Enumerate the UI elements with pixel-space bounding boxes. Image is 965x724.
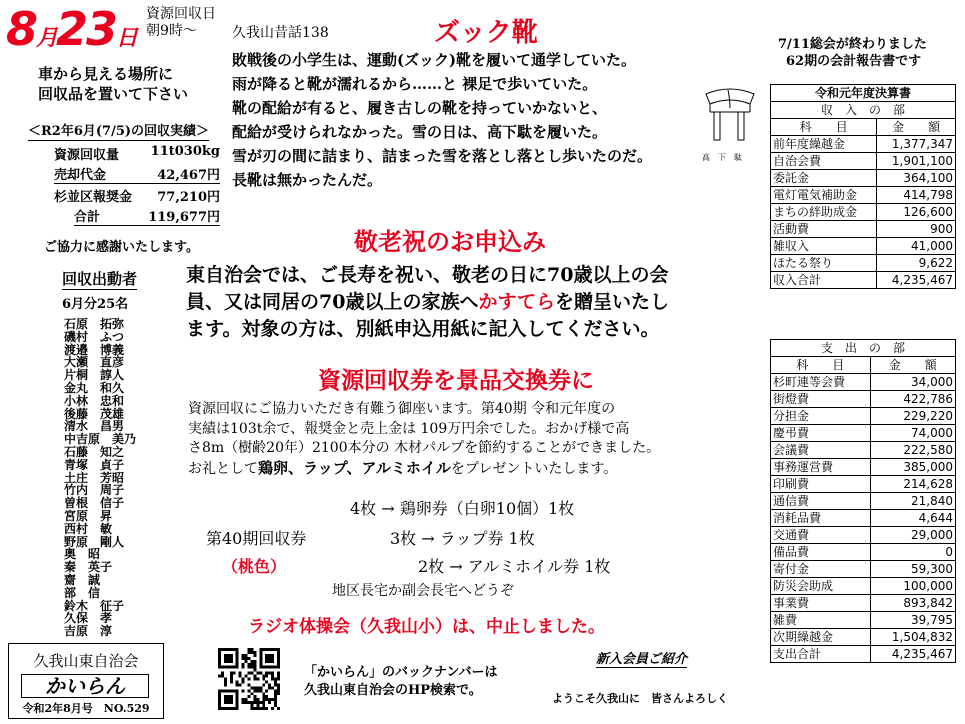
finance-row [771,493,956,510]
finance-amount: 414,798 [877,187,956,204]
collector-name: 磯村 ふつ [64,329,125,344]
finance-item: 事業費 [771,595,871,612]
finance-item: 慶弔費 [771,425,871,442]
finance-row [771,595,956,612]
notice-line: 車から見える場所に [38,65,174,83]
income-heading: 収 入 の 部 [771,102,956,119]
col-amount-header: 金 額 [870,357,955,374]
thanks-text: ご協力に感謝いたします。 [44,240,199,255]
finance-item: 活動費 [771,221,877,238]
finance-amount: 1,901,100 [877,153,956,170]
collector-name: 曽根 信子 [64,496,125,511]
event-time: 朝9時～ [146,23,197,39]
result-label: 売却代金 [54,168,107,183]
exchange-wrap: 3枚 → ラップ券 1枚 [390,529,535,548]
collector-name: 吉原 淳 [64,624,113,639]
coupon-text: お礼として [188,460,258,477]
story-line: 雪が刃の間に詰まり、詰まった雪を落とし落とし歩いたのだ。 [232,147,653,165]
placement-notice [38,64,188,104]
collectors-count: 6月分25名 [62,297,129,312]
report-title: 令和元年度決算書 [771,85,956,102]
newsletter-title: かいらん [21,674,149,698]
collector-name: 部 信 [64,585,101,600]
finance-item: 自治会費 [771,153,877,170]
finance-amount: 4,644 [870,510,955,527]
finance-amount: 0 [870,544,955,561]
finance-row [771,612,956,629]
finance-amount: 893,842 [870,595,955,612]
finance-amount: 29,000 [870,527,955,544]
keiro-line: 東自治会では、ご長寿を祝い、敬老の日に70歳以上の会 [186,264,669,286]
finance-amount: 39,795 [870,612,955,629]
story-line: 靴の配給が有ると、履き古しの靴を持っていかないと、 [232,99,608,117]
story-title: ズック靴 [434,18,538,48]
finance-item: ほたる祭り [771,255,877,272]
collector-name: 大瀬 直彦 [64,355,125,370]
story-line: 敗戦後の小学生は、運動(ズック)靴を履いて通学していた。 [232,51,637,69]
finance-amount: 900 [877,221,956,238]
coupon-line [188,459,748,480]
col-item-header: 科 目 [771,119,877,136]
finance-amount: 41,000 [877,238,956,255]
finance-amount: 4,235,467 [870,646,955,663]
finance-row [771,391,956,408]
castella-text: かすてら [478,291,556,313]
exchange-foil: 2枚 → アルミホイル券 1枚 [418,557,611,576]
finance-row [771,544,956,561]
geta-label: 高 下 駄 [702,153,742,162]
result-label: 杉並区報奨金 [54,190,133,205]
story-line: 配給が受けられなかった。雪の日は、高下駄を履いた。 [232,123,608,141]
date-month-suffix: 月 [36,26,57,51]
finance-item: 防災会助成 [771,578,871,595]
finance-item: まちの絆助成金 [771,204,877,221]
finance-item: 事務運営費 [771,459,871,476]
backnumber-info [304,664,497,700]
collector-name: 金丸 和久 [64,380,125,395]
result-label: 合計 [74,210,101,225]
finance-item: 会議費 [771,442,871,459]
backnumber-line: 「かいらん」のバックナンバーは [304,665,498,680]
finance-row [771,578,956,595]
keiro-body [186,262,766,343]
finance-item: 分担金 [771,408,871,425]
report-note-line: 7/11総会が終わりました [778,37,927,52]
finance-row [771,136,956,153]
finance-amount: 1,377,347 [877,136,956,153]
collector-name: 秦 英子 [64,560,113,575]
collector-name: 宮原 昇 [64,508,113,523]
collector-name: 後藤 茂雄 [64,406,125,421]
finance-item: 通信費 [771,493,871,510]
collectors-list [64,318,146,638]
finance-row [771,221,956,238]
geta-sandal-icon [700,82,760,162]
collector-name: 齋 誠 [64,572,101,587]
story-line: 雨が降ると靴が濡れるから……と 裸足で歩いていた。 [232,75,598,93]
event-info [146,6,216,40]
expense-table [770,339,956,663]
finance-row [771,272,956,289]
result-row [54,144,220,163]
collector-name: 渡邉 博義 [64,342,125,357]
income-table [770,84,956,289]
collector-name: 土庄 芳昭 [64,470,125,485]
qr-code-icon[interactable] [218,648,280,710]
finance-item: 前年度繰越金 [771,136,877,153]
date-month: 8 [6,2,37,56]
story-series: 久我山昔話138 [232,25,329,41]
collector-name: 片桐 諄人 [64,368,125,383]
collector-name: 小林 忠和 [64,393,125,408]
finance-item: 収入合計 [771,272,877,289]
finance-row [771,442,956,459]
story-line: 長靴は無かったんだ。 [232,171,383,189]
finance-item: 消耗品費 [771,510,871,527]
finance-row [771,187,956,204]
result-value: 42,467円 [157,168,220,183]
finance-amount: 126,600 [877,204,956,221]
finance-row [771,374,956,391]
col-item-header: 科 目 [771,357,871,374]
finance-amount: 222,580 [870,442,955,459]
result-row [74,206,220,226]
finance-amount: 4,235,467 [877,272,956,289]
ticket-color: （桃色） [222,557,287,576]
newsletter-badge [8,643,164,719]
collector-name: 鈴木 征子 [64,598,125,613]
finance-item: 交通費 [771,527,871,544]
finance-row [771,629,956,646]
finance-amount: 229,220 [870,408,955,425]
finance-item: 印刷費 [771,476,871,493]
finance-row [771,476,956,493]
finance-amount: 214,628 [870,476,955,493]
ticket-label: 第40期回収券 [206,529,307,548]
prize-items: 鶏卵、ラップ、アルミホイル [258,458,451,477]
coupon-body [188,400,748,479]
collector-name: 奥 昭 [64,547,101,562]
collection-date [6,2,136,56]
finance-item: 杉町連等会費 [771,374,871,391]
finance-item: 雑収入 [771,238,877,255]
collector-name: 石藤 知之 [64,444,125,459]
collector-name: 野原 剛人 [64,534,125,549]
finance-amount: 9,622 [877,255,956,272]
coupon-text: をプレゼントいたします。 [450,460,618,477]
finance-amount: 21,840 [870,493,955,510]
keiro-line: ます。対象の方は、別紙申込用紙に記入してください。 [186,318,660,340]
finance-row [771,204,956,221]
finance-amount: 385,000 [870,459,955,476]
finance-amount: 34,000 [870,374,955,391]
date-day: 23 [56,2,117,56]
collector-name: 石原 拓弥 [64,317,125,331]
result-value: 119,677円 [148,210,220,225]
new-members-heading: 新入会員ご紹介 [596,648,687,668]
keiro-title: 敬老祝のお申込み [354,227,546,256]
results-heading: ＜R2年6月(7/5)の回収実績＞ [28,120,209,141]
finance-amount: 59,300 [870,561,955,578]
finance-amount: 74,000 [870,425,955,442]
finance-item: 次期繰越金 [771,629,871,646]
issue-number: 令和2年8月号 NO.529 [22,702,150,715]
backnumber-line: 久我山東自治会のHP検索で。 [304,683,482,698]
finance-row [771,646,956,663]
welcome-text: ようこそ久我山に 皆さんよろしく [552,692,728,705]
col-amount-header: 金 額 [877,119,956,136]
finance-row [771,425,956,442]
coupon-title: 資源回収券を景品交換券に [318,367,594,394]
collector-name: 西村 敏 [64,521,113,536]
story-body [232,48,752,192]
finance-amount: 100,000 [870,578,955,595]
exchange-eggs: 4枚 → 鶏卵券（白卵10個）1枚 [350,499,575,518]
notice-line: 回収品を置いて下さい [38,85,189,103]
coupon-line: 実績は103t余で、報奨金と売上金は 109万円余でした。おかげ様で高 [188,420,630,437]
keiro-text: を贈呈いたし [555,291,670,313]
date-day-suffix: 日 [116,26,137,51]
report-note [778,36,927,70]
keiro-line [186,289,766,316]
result-value: 77,210円 [157,190,220,205]
finance-item: 寄付金 [771,561,871,578]
finance-row [771,510,956,527]
collector-name: 青塚 貞子 [64,457,125,472]
result-row [54,186,220,205]
org-name: 久我山東自治会 [33,652,139,670]
expense-heading: 支 出 の 部 [771,340,956,357]
result-label: 資源回収量 [54,148,120,163]
result-row [54,164,220,184]
finance-amount: 364,100 [877,170,956,187]
finance-row [771,561,956,578]
collector-name: 清水 昌男 [64,419,125,434]
finance-item: 備品費 [771,544,871,561]
finance-item: 委託金 [771,170,877,187]
finance-row [771,408,956,425]
finance-row [771,527,956,544]
finance-amount: 422,786 [870,391,955,408]
finance-item: 支出合計 [771,646,871,663]
event-name: 資源回収日 [146,6,216,22]
keiro-text: 員、又は同居の70歳以上の家族へ [186,291,479,313]
collector-name: 久保 孝 [64,611,113,626]
finance-row [771,255,956,272]
coupon-line: さ8m（樹齢20年）2100本分の 木材パルプを節約することができました。 [188,440,661,456]
report-note-line: 62期の会計報告書です [786,54,922,69]
finance-row [771,459,956,476]
collectors-heading: 回収出動者 [62,270,138,288]
finance-item: 雑費 [771,612,871,629]
radio-notice: ラジオ体操会（久我山小）は、中止しました。 [248,617,605,637]
finance-row [771,170,956,187]
coupon-line: 資源回収にご協力いただき有難う御座います。第40期 令和元年度の [188,401,616,417]
finance-item: 街燈費 [771,391,871,408]
exchange-where: 地区長宅か副会長宅へどうぞ [332,583,514,599]
result-value: 11t030kg [150,144,220,159]
finance-row [771,153,956,170]
collector-name: 竹内 周子 [64,483,125,498]
collector-name: 中吉原 美乃 [64,432,137,447]
finance-row [771,238,956,255]
finance-amount: 1,504,832 [870,629,955,646]
finance-item: 電灯電気補助金 [771,187,877,204]
